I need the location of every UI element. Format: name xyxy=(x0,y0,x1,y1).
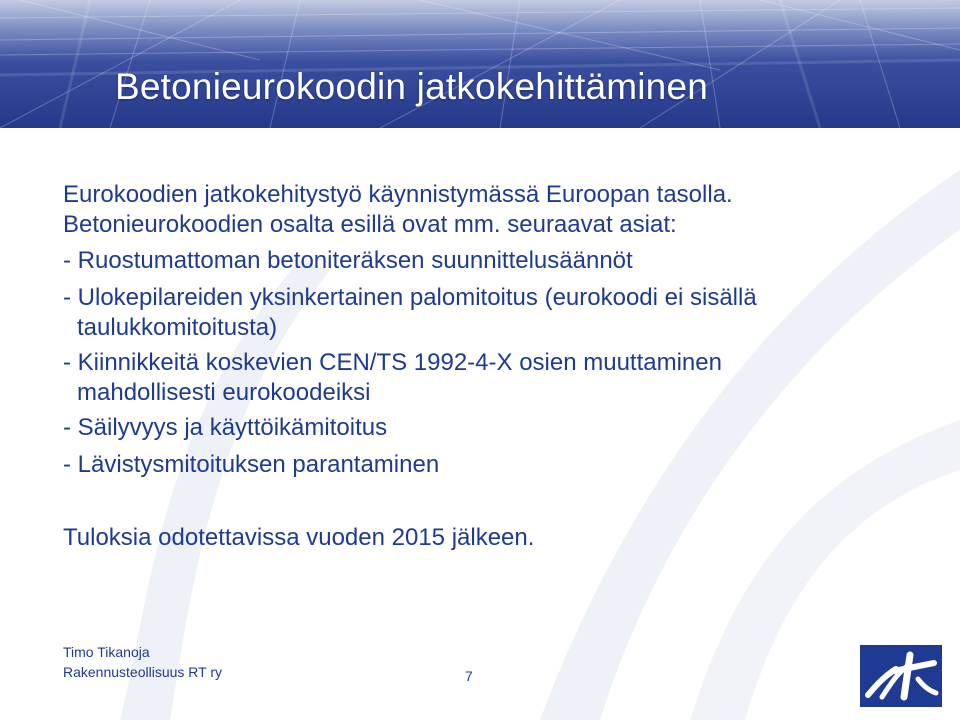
intro-line: Betonieurokoodien osalta esillä ovat mm. seuraavat asiat: xyxy=(63,211,677,238)
intro-line: Eurokoodien jatkokehitystyö käynnistymässä Euroopan tasolla. xyxy=(63,181,733,208)
conclusion-text: Tuloksia odotettavissa vuoden 2015 jälkeen. xyxy=(63,524,535,551)
list-item-continuation: taulukkomitoitusta) xyxy=(77,314,278,341)
page-number: 7 xyxy=(465,668,473,684)
list-item: - Säilyvyys ja käyttöikämitoitus xyxy=(63,414,388,441)
header-structure-pattern xyxy=(0,0,960,128)
footer-author: Timo Tikanoja xyxy=(63,644,150,660)
list-item: - Lävistysmitoituksen parantaminen xyxy=(63,451,440,478)
slide-body xyxy=(63,180,923,553)
slide-title: Betonieurokoodin jatkokehittäminen xyxy=(115,66,709,107)
list-item: - Ulokepilareiden yksinkertainen palomitoitus (eurokoodi ei sisällä xyxy=(63,284,757,311)
list-item: - Ruostumattoman betoniteräksen suunnittelusäännöt xyxy=(63,247,633,274)
list-item: - Kiinnikkeitä koskevien CEN/TS 1992-4-X osien muuttaminen xyxy=(63,349,722,376)
footer-organization: Rakennusteollisuus RT ry xyxy=(63,664,223,680)
list-item-continuation: mahdollisesti eurokoodeiksi xyxy=(77,379,371,406)
slide-header xyxy=(0,0,960,128)
rt-logo-icon xyxy=(860,645,942,707)
slide-footer xyxy=(63,642,222,682)
